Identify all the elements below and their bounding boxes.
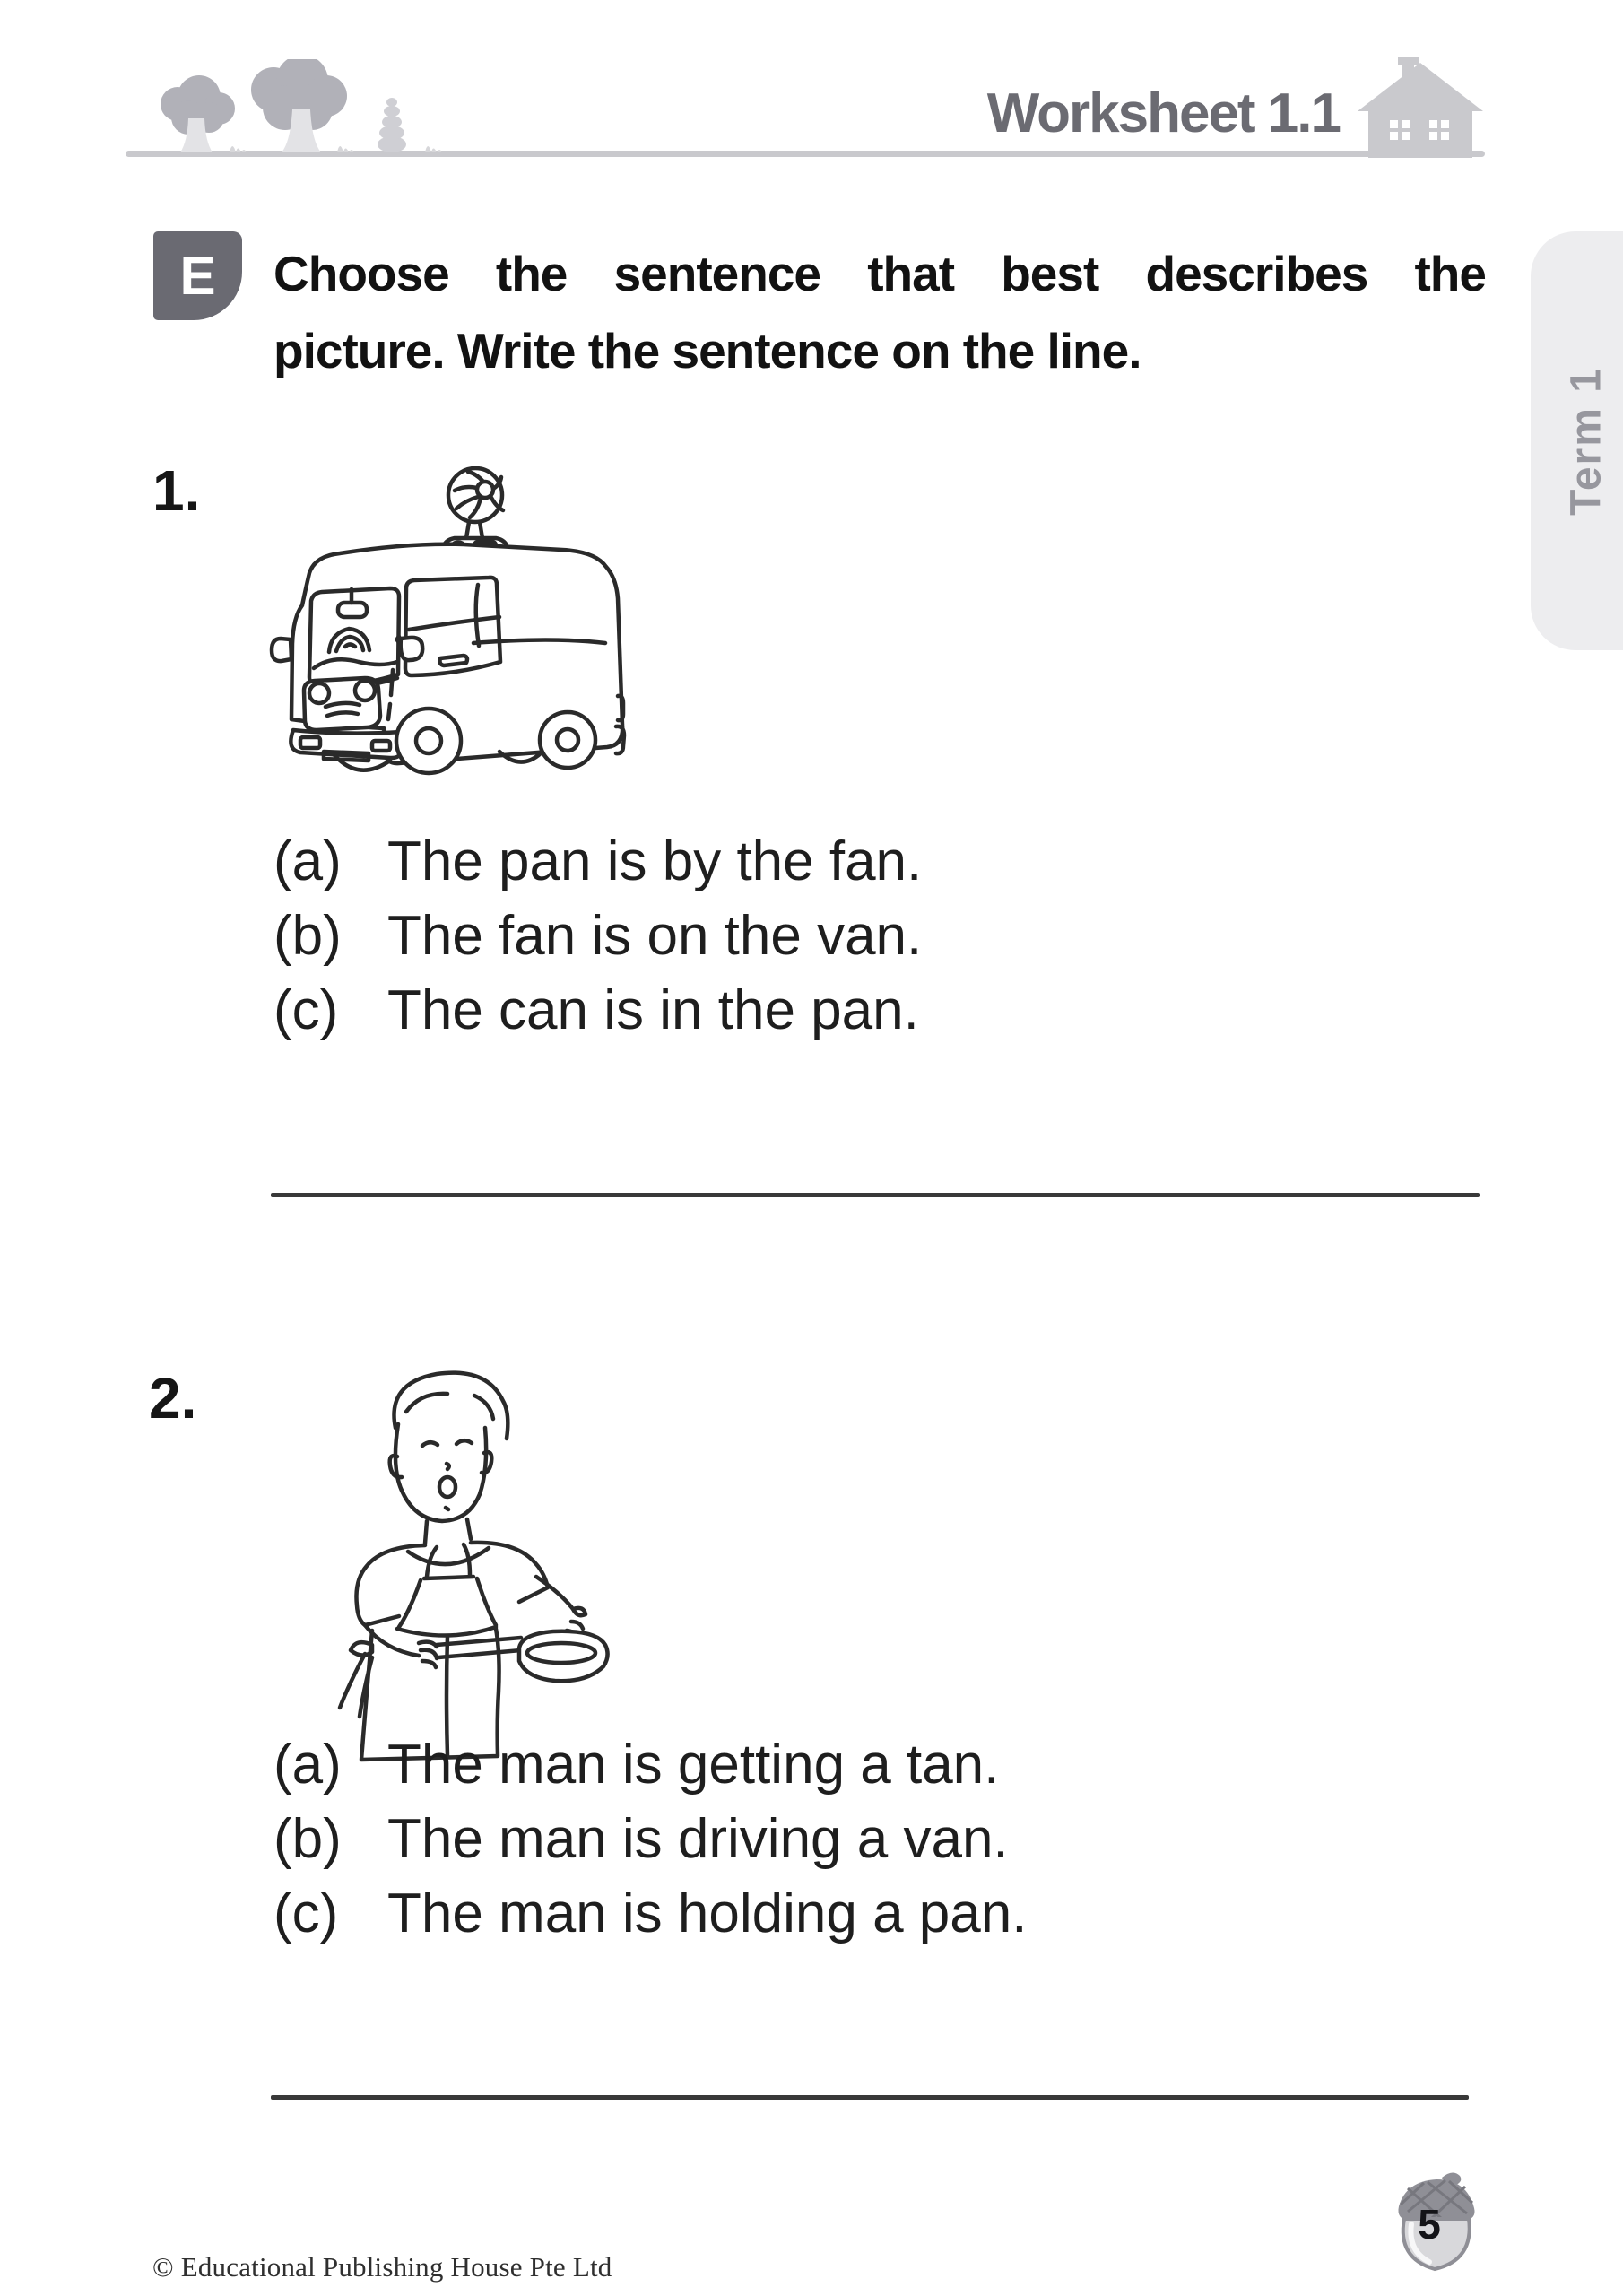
option-label: (c) bbox=[273, 979, 339, 1041]
option-label: (b) bbox=[273, 1808, 342, 1870]
section-badge: E bbox=[153, 231, 242, 320]
section-instruction bbox=[273, 235, 1486, 389]
house-icon bbox=[1356, 57, 1490, 158]
question-1-options bbox=[273, 824, 922, 1048]
option-text: The can is in the pan. bbox=[387, 979, 919, 1041]
option-label: (a) bbox=[273, 1734, 342, 1796]
trees-icon bbox=[126, 59, 445, 152]
question-2-options bbox=[273, 1727, 1027, 1951]
instruction-line-1: Choose the sentence that best describes the bbox=[273, 246, 1486, 301]
term-tab-label: Term 1 bbox=[1562, 366, 1610, 516]
option-row bbox=[273, 973, 922, 1048]
answer-line-2[interactable] bbox=[271, 2095, 1469, 2100]
page-number: 5 bbox=[1418, 2201, 1441, 2248]
option-row bbox=[273, 1802, 1027, 1876]
option-text: The fan is on the van. bbox=[387, 905, 923, 967]
question-2-number: 2. bbox=[149, 1366, 197, 1431]
van-with-fan-illustration bbox=[265, 466, 641, 812]
option-text: The man is getting a tan. bbox=[387, 1734, 1000, 1796]
option-text: The man is holding a pan. bbox=[387, 1883, 1028, 1944]
option-label: (b) bbox=[273, 905, 342, 967]
option-text: The man is driving a van. bbox=[387, 1808, 1009, 1870]
option-row bbox=[273, 1876, 1027, 1951]
option-row bbox=[273, 824, 922, 899]
worksheet-title: Worksheet 1.1 bbox=[986, 83, 1340, 144]
question-1-number: 1. bbox=[152, 458, 201, 523]
option-row bbox=[273, 899, 922, 973]
man-holding-pan-illustration bbox=[265, 1361, 619, 1767]
instruction-line-2: picture. Write the sentence on the line. bbox=[273, 323, 1141, 378]
option-label: (a) bbox=[273, 831, 342, 892]
option-label: (c) bbox=[273, 1883, 339, 1944]
copyright-notice: © Educational Publishing House Pte Ltd bbox=[152, 2251, 612, 2283]
answer-line-1[interactable] bbox=[271, 1193, 1480, 1197]
term-side-tab bbox=[1531, 231, 1623, 650]
option-row bbox=[273, 1727, 1027, 1802]
option-text: The pan is by the fan. bbox=[387, 831, 923, 892]
